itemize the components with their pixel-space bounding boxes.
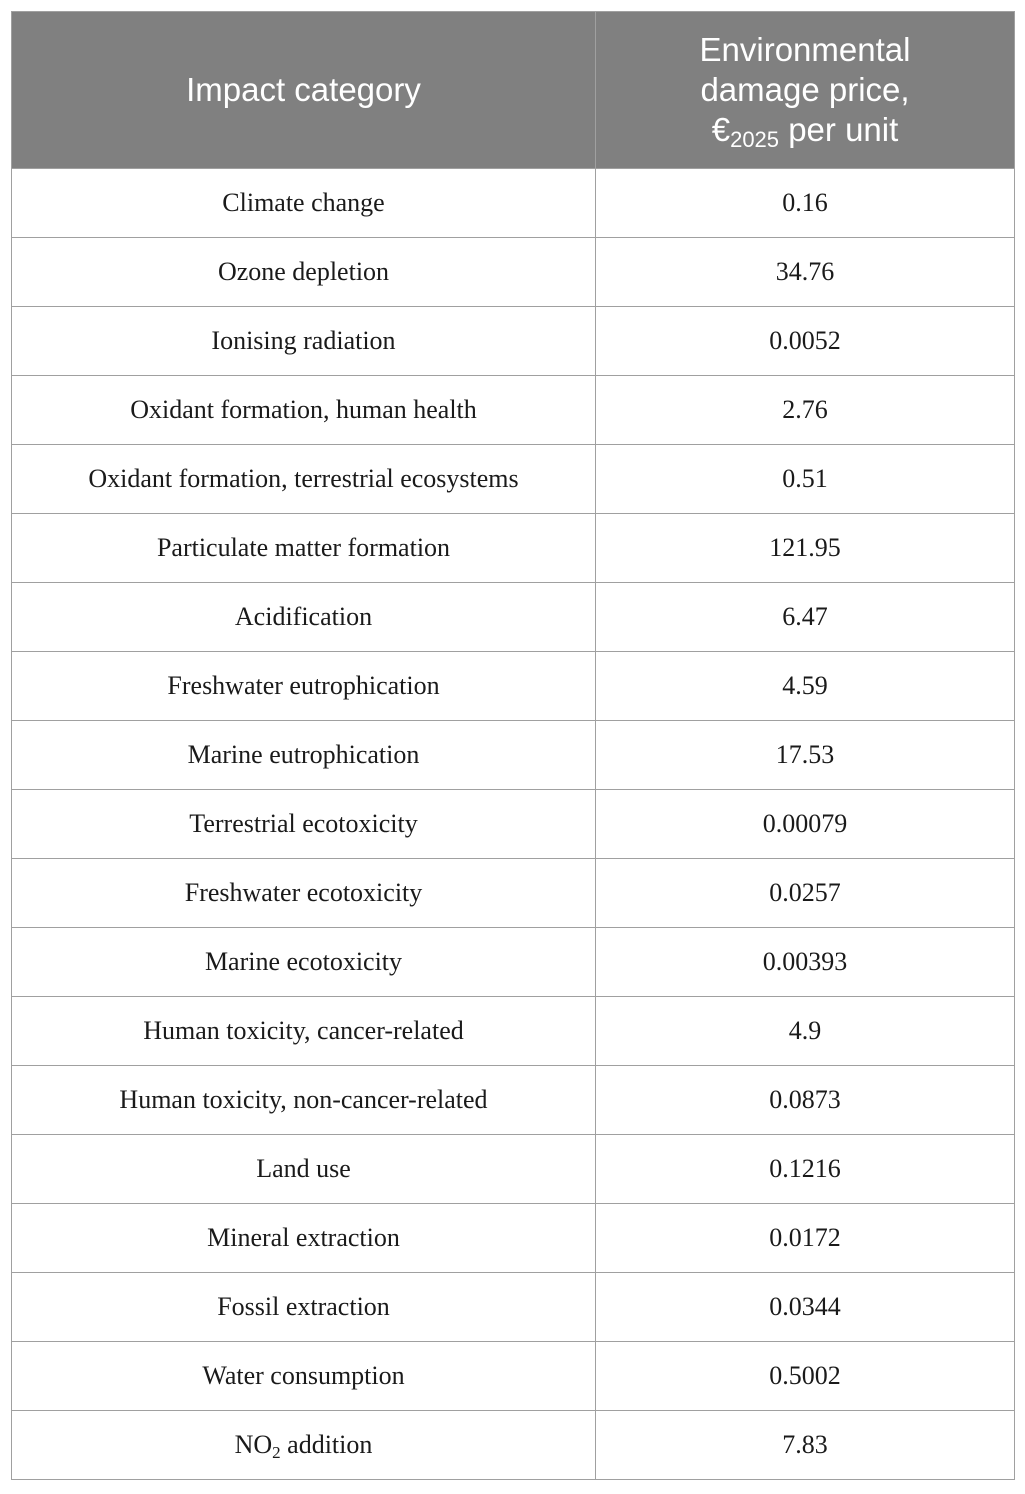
table-cell-category: Particulate matter formation (12, 514, 596, 583)
table-row (12, 169, 1015, 238)
table-row (12, 376, 1015, 445)
table-cell-price: 0.0172 (596, 1204, 1015, 1273)
table-cell-price: 34.76 (596, 238, 1015, 307)
table-cell-price: 0.0873 (596, 1066, 1015, 1135)
table-row (12, 514, 1015, 583)
table-cell-category: Climate change (12, 169, 596, 238)
table-cell-category (12, 1411, 596, 1480)
table-cell-price: 0.00393 (596, 928, 1015, 997)
table-row (12, 652, 1015, 721)
table-cell-category: Water consumption (12, 1342, 596, 1411)
table-cell-price: 0.16 (596, 169, 1015, 238)
header-damage-price (596, 12, 1015, 169)
header-damage-price-line1: Environmental (699, 31, 911, 68)
table-row (12, 583, 1015, 652)
table-row (12, 1135, 1015, 1204)
table-cell-category: Ozone depletion (12, 238, 596, 307)
table-cell-price: 0.51 (596, 445, 1015, 514)
header-currency-symbol: € (711, 111, 731, 148)
table-cell-price: 0.0344 (596, 1273, 1015, 1342)
table-row (12, 238, 1015, 307)
damage-price-table-container (11, 11, 1014, 1480)
table-cell-price: 17.53 (596, 721, 1015, 790)
header-per-unit: per unit (779, 111, 899, 148)
table-row (12, 721, 1015, 790)
table-body (12, 169, 1015, 1480)
header-impact-category: Impact category (12, 12, 596, 169)
table-cell-price: 6.47 (596, 583, 1015, 652)
table-cell-category: Freshwater eutrophication (12, 652, 596, 721)
table-cell-price: 0.1216 (596, 1135, 1015, 1204)
no2-subscript: 2 (272, 1443, 281, 1462)
table-cell-category: Fossil extraction (12, 1273, 596, 1342)
table-cell-price: 0.0052 (596, 307, 1015, 376)
header-damage-price-line2: damage price, (700, 71, 910, 108)
no2-prefix: NO (234, 1430, 273, 1459)
table-cell-category: Acidification (12, 583, 596, 652)
table-cell-category: Mineral extraction (12, 1204, 596, 1273)
no2-suffix: addition (280, 1430, 373, 1459)
table-cell-price: 7.83 (596, 1411, 1015, 1480)
table-row (12, 1273, 1015, 1342)
table-cell-category: Human toxicity, cancer-related (12, 997, 596, 1066)
table-row (12, 928, 1015, 997)
table-row (12, 1204, 1015, 1273)
table-header (12, 12, 1015, 169)
table-cell-category: Oxidant formation, human health (12, 376, 596, 445)
table-row (12, 307, 1015, 376)
table-cell-price: 0.0257 (596, 859, 1015, 928)
table-cell-category: Ionising radiation (12, 307, 596, 376)
table-row (12, 1342, 1015, 1411)
header-row (12, 12, 1015, 169)
table-cell-price: 0.5002 (596, 1342, 1015, 1411)
table-cell-price: 4.9 (596, 997, 1015, 1066)
table-row-last (12, 1411, 1015, 1480)
table-cell-price: 0.00079 (596, 790, 1015, 859)
table-cell-price: 2.76 (596, 376, 1015, 445)
table-row (12, 445, 1015, 514)
header-year-subscript: 2025 (730, 127, 780, 152)
table-cell-category: Human toxicity, non-cancer-related (12, 1066, 596, 1135)
table-cell-price: 4.59 (596, 652, 1015, 721)
table-row (12, 859, 1015, 928)
table-cell-category: Land use (12, 1135, 596, 1204)
table-row (12, 1066, 1015, 1135)
table-cell-category: Oxidant formation, terrestrial ecosystems (12, 445, 596, 514)
table-cell-category: Marine ecotoxicity (12, 928, 596, 997)
table-cell-category: Terrestrial ecotoxicity (12, 790, 596, 859)
table-cell-category: Freshwater ecotoxicity (12, 859, 596, 928)
table-cell-category: Marine eutrophication (12, 721, 596, 790)
table-row (12, 997, 1015, 1066)
damage-price-table (11, 11, 1015, 1480)
table-cell-price: 121.95 (596, 514, 1015, 583)
table-row (12, 790, 1015, 859)
